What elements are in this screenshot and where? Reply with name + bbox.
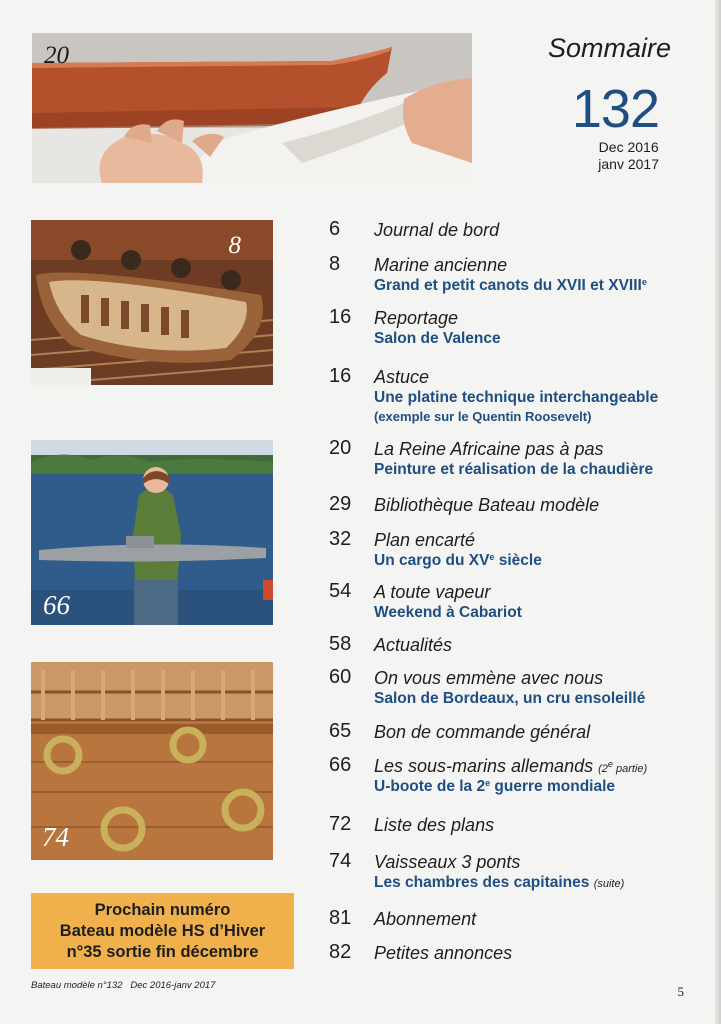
toc-subtitle-sup: e (641, 277, 647, 287)
toc-page-number: 82 (329, 941, 352, 963)
toc-subtitle-detail: (exemple sur le Quentin Roosevelt) (374, 409, 592, 424)
toc-part-note (598, 759, 648, 775)
toc-title: Petites annonces (374, 943, 513, 963)
toc-subtitle (374, 874, 624, 892)
toc-page-number: 74 (329, 850, 352, 872)
toc-title-text: Les sous-marins allemands (374, 756, 594, 776)
next-issue-line1: Prochain numéro (94, 901, 231, 919)
issue-number: 132 (571, 79, 659, 139)
issue-date (598, 139, 659, 173)
toc-subtitle-text: Grand et petit canots du XVII et XVIII (374, 277, 642, 294)
toc-subtitle (374, 277, 647, 295)
summary-title: Sommaire (547, 33, 671, 63)
toc-page-number: 54 (329, 580, 352, 602)
toc-subtitle: Salon de Bordeaux, un cru ensoleillé (374, 690, 646, 707)
toc-page-number: 66 (329, 754, 352, 776)
footer-publication: Bateau modèle n°132 Dec 2016-janv 2017 (31, 980, 216, 991)
toc-subtitle: Une platine technique interchangeable (374, 389, 659, 406)
toc-page-number: 32 (329, 528, 352, 550)
toc-subtitle: Peinture et réalisation de la chaudière (374, 461, 654, 478)
toc-page-number: 20 (329, 437, 352, 459)
toc-note-text: partie) (612, 763, 648, 775)
photo-page-number: 66 (43, 590, 70, 620)
next-issue-line2: Bateau modèle HS d’Hiver (59, 922, 266, 940)
page-edge (715, 0, 721, 1024)
toc-subtitle-text: Un cargo du XV (374, 552, 490, 569)
toc-note-text: (2 (598, 763, 608, 775)
toc-title: Journal de bord (374, 220, 500, 240)
toc-title: Bon de commande général (374, 722, 591, 742)
toc-subtitle (374, 778, 615, 796)
photo-submarine-model (31, 440, 273, 625)
toc-title: Marine ancienne (374, 255, 508, 275)
photo-page-number: 8 (228, 232, 241, 259)
toc-page-number: 16 (329, 365, 352, 387)
toc-subtitle-text: siècle (494, 552, 542, 569)
toc-page-number: 58 (329, 633, 352, 655)
toc-subtitle: Salon de Valence (374, 330, 501, 347)
toc-subtitle-sup: e (485, 778, 491, 788)
toc-title: Liste des plans (374, 815, 495, 835)
toc-note: (suite) (593, 878, 625, 890)
toc-page-number: 16 (329, 306, 352, 328)
photo-page-number: 74 (42, 822, 69, 852)
toc-subtitle-text: guerre mondiale (490, 778, 616, 795)
toc-title: Vaisseaux 3 ponts (374, 852, 521, 872)
toc-title (374, 756, 647, 777)
toc-page-number: 6 (329, 218, 341, 240)
photo-page-number: 20 (44, 42, 69, 69)
toc-title: Bibliothèque Bateau modèle (374, 495, 600, 515)
hull-sanding-image (32, 33, 472, 183)
toc-subtitle: Weekend à Cabariot (374, 604, 522, 621)
issue-date-line2: janv 2017 (598, 156, 659, 172)
photo-ship-deck (31, 662, 273, 860)
toc-page-number: 72 (329, 813, 352, 835)
toc-note-sup: e (607, 759, 613, 769)
issue-date-line1: Dec 2016 (598, 139, 659, 155)
next-issue-box (31, 893, 294, 969)
toc-title: On vous emmène avec nous (374, 668, 604, 688)
photo-hull-sanding (32, 33, 472, 183)
toc-subtitle-text: Les chambres des capitaines (374, 874, 590, 891)
next-issue-line3: n°35 sortie fin décembre (66, 943, 259, 961)
toc-title: Reportage (374, 308, 459, 328)
toc-title: Plan encarté (374, 530, 476, 550)
toc-page-number: 65 (329, 720, 352, 742)
toc-title: La Reine Africaine pas à pas (374, 439, 604, 459)
toc-subtitle (374, 552, 542, 570)
toc-subtitle-sup: e (489, 552, 495, 562)
toc-title: Abonnement (374, 909, 477, 929)
toc-page-number: 60 (329, 666, 352, 688)
toc-title: Astuce (374, 367, 430, 387)
toc-page-number: 8 (329, 253, 341, 275)
toc-page-number: 81 (329, 907, 352, 929)
footer-page-number: 5 (677, 984, 684, 999)
toc-title: Actualités (374, 635, 453, 655)
photo-ship-boats (31, 220, 273, 385)
toc-title: A toute vapeur (374, 582, 491, 602)
toc-page-number: 29 (329, 493, 352, 515)
toc-subtitle-text: U-boote de la 2 (374, 778, 486, 795)
